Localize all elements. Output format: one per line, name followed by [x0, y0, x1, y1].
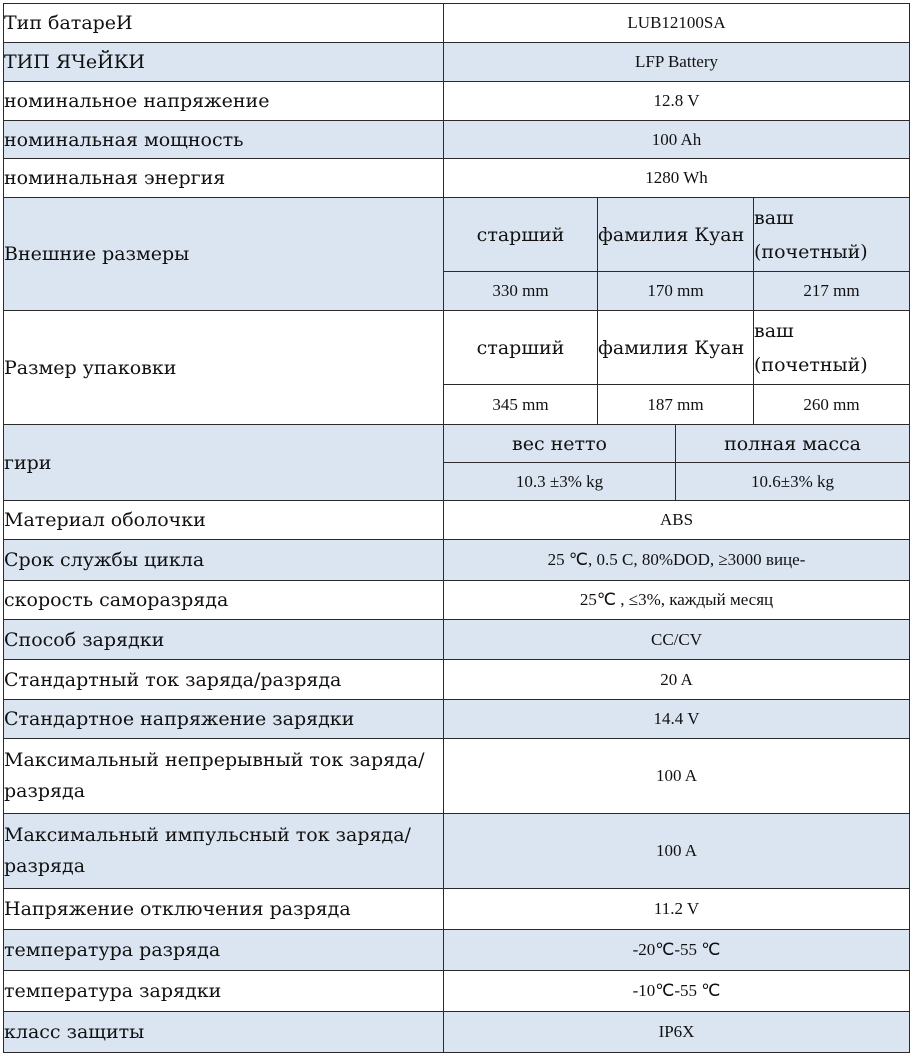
external-height-header: ваш (почетный): [754, 198, 910, 272]
row-external-dims-headers: [4, 198, 910, 272]
external-dims-label: Внешние размеры: [4, 198, 444, 311]
std-charge-voltage-value: 14.4 V: [444, 700, 910, 739]
gross-weight-header: полная масса: [676, 425, 910, 463]
battery-spec-table: [3, 3, 910, 1053]
package-length-value: 345 mm: [444, 385, 598, 425]
nominal-energy-value: 1280 Wh: [444, 159, 910, 198]
row-nominal-voltage: [4, 82, 910, 121]
row-nominal-capacity: [4, 121, 910, 159]
std-charge-voltage-label: Стандартное напряжение зарядки: [4, 700, 444, 739]
row-self-discharge: [4, 581, 910, 620]
weight-label: гири: [4, 425, 444, 501]
external-height-value: 217 mm: [754, 272, 910, 311]
cell-type-label: ТИП ЯЧеЙКИ: [4, 43, 444, 82]
self-discharge-value: 25℃ , ≤3%, каждый месяц: [444, 581, 910, 620]
row-weight-headers: [4, 425, 910, 463]
nominal-voltage-label: номинальное напряжение: [4, 82, 444, 121]
max-cont-current-value: 100 A: [444, 739, 910, 814]
charge-temp-label: температура зарядки: [4, 971, 444, 1012]
max-pulse-current-value: 100 A: [444, 814, 910, 889]
nominal-capacity-label: номинальная мощность: [4, 121, 444, 159]
net-weight-header: вес нетто: [444, 425, 676, 463]
row-std-charge-voltage: [4, 700, 910, 739]
nominal-energy-label: номинальная энергия: [4, 159, 444, 198]
external-width-header: фамилия Куан: [598, 198, 754, 272]
row-max-cont-current: [4, 739, 910, 814]
case-material-value: ABS: [444, 501, 910, 540]
cutoff-voltage-label: Напряжение отключения разряда: [4, 889, 444, 930]
package-height-value: 260 mm: [754, 385, 910, 425]
battery-type-label: Тип батареИ: [4, 4, 444, 43]
nominal-voltage-value: 12.8 V: [444, 82, 910, 121]
row-charge-temp: [4, 971, 910, 1012]
row-nominal-energy: [4, 159, 910, 198]
protection-class-value: IP6X: [444, 1012, 910, 1053]
nominal-capacity-value: 100 Ah: [444, 121, 910, 159]
cycle-life-label: Срок службы цикла: [4, 540, 444, 581]
package-height-header: ваш (почетный): [754, 311, 910, 385]
charge-method-label: Способ зарядки: [4, 620, 444, 660]
charge-temp-value: -10℃-55 ℃: [444, 971, 910, 1012]
external-width-value: 170 mm: [598, 272, 754, 311]
protection-class-label: класс защиты: [4, 1012, 444, 1053]
std-current-value: 20 A: [444, 660, 910, 700]
row-std-current: [4, 660, 910, 700]
package-width-value: 187 mm: [598, 385, 754, 425]
cell-type-value: LFP Battery: [444, 43, 910, 82]
package-dims-label: Размер упаковки: [4, 311, 444, 425]
max-pulse-current-label: Максимальный импульсный ток заряда/разряда: [4, 814, 444, 889]
discharge-temp-value: -20℃-55 ℃: [444, 930, 910, 971]
package-length-header: старший: [444, 311, 598, 385]
discharge-temp-label: температура разряда: [4, 930, 444, 971]
package-width-header: фамилия Куан: [598, 311, 754, 385]
row-case-material: [4, 501, 910, 540]
battery-type-value: LUB12100SA: [444, 4, 910, 43]
row-charge-method: [4, 620, 910, 660]
row-max-pulse-current: [4, 814, 910, 889]
self-discharge-label: скорость саморазряда: [4, 581, 444, 620]
row-cycle-life: [4, 540, 910, 581]
cutoff-voltage-value: 11.2 V: [444, 889, 910, 930]
row-cutoff-voltage: [4, 889, 910, 930]
gross-weight-value: 10.6±3% kg: [676, 463, 910, 501]
external-length-header: старший: [444, 198, 598, 272]
std-current-label: Стандартный ток заряда/разряда: [4, 660, 444, 700]
row-package-dims-headers: [4, 311, 910, 385]
charge-method-value: CC/CV: [444, 620, 910, 660]
cycle-life-value: 25 ℃, 0.5 C, 80%DOD, ≥3000 вице-: [444, 540, 910, 581]
external-length-value: 330 mm: [444, 272, 598, 311]
case-material-label: Материал оболочки: [4, 501, 444, 540]
max-cont-current-label: Максимальный непрерывный ток заряда/разряда: [4, 739, 444, 814]
row-battery-type: [4, 4, 910, 43]
row-protection-class: [4, 1012, 910, 1053]
row-cell-type: [4, 43, 910, 82]
net-weight-value: 10.3 ±3% kg: [444, 463, 676, 501]
row-discharge-temp: [4, 930, 910, 971]
